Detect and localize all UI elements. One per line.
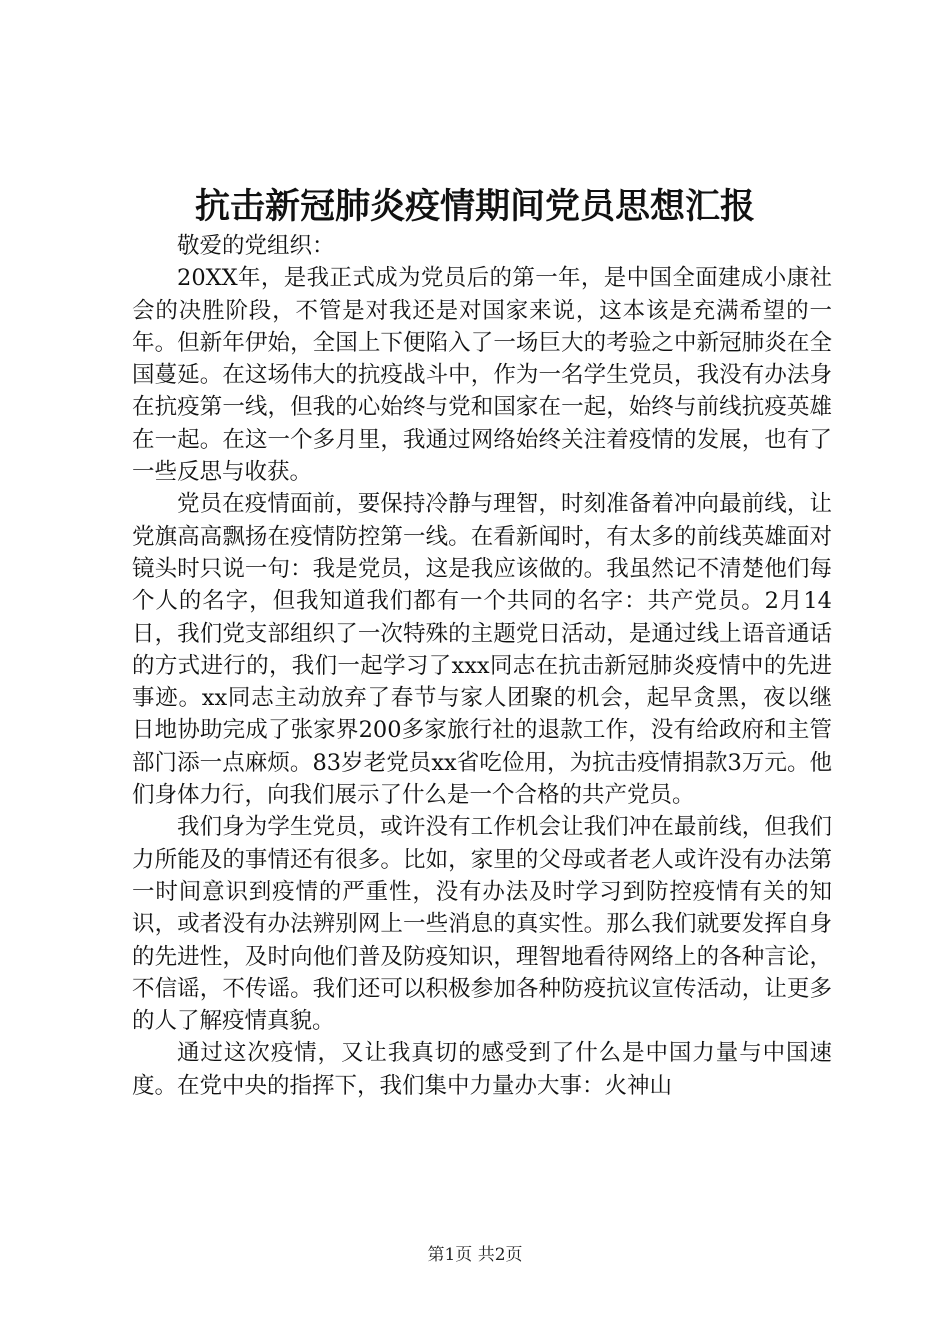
salutation: 敬爱的党组织： — [177, 233, 335, 259]
paragraph-3: 我们身为学生党员，或许没有工作机会让我们冲在最前线，但我们力所能及的事情还有很多。比如，家里的父母或者老人或许没有办法第一时间意识到疫情的严重性，没有办法及时学习到防控疫情有关的知识，或者没有办法辨别网上一些消息的真实性。那么我们就要发挥自身的先进性，及时向他们普及防疫知识，理智地看待网络上的各种言论，不信谣，不传谣。我们还可以积极参加各种防疫抗议宣传活动，让更多的人了解疫情真貌。 — [132, 814, 832, 1035]
paragraph-1: 20XX年，是我正式成为党员后的第一年，是中国全面建成小康社会的决胜阶段，不管是对我还是对国家来说，这本该是充满希望的一年。但新年伊始，全国上下便陷入了一场巨大的考验之中新冠肺炎在全国蔓延。在这场伟大的抗疫战斗中，作为一名学生党员，我没有办法身在抗疫第一线，但我的心始终与党和国家在一起，始终与前线抗疫英雄在一起。在这一个多月里，我通过网络始终关注着疫情的发展，也有了一些反思与收获。 — [132, 265, 832, 486]
document-body — [132, 230, 832, 1102]
paragraph-2: 党员在疫情面前，要保持冷静与理智，时刻准备着冲向最前线，让党旗高高飘扬在疫情防控第一线。在看新闻时，有太多的前线英雄面对镜头时只说一句：我是党员，这是我应该做的。我虽然记不清楚他们每个人的名字，但我知道我们都有一个共同的名字：共产党员。2月14日，我们党支部组织了一次特殊的主题党日活动，是通过线上语音通话的方式进行的，我们一起学习了xxx同志在抗击新冠肺炎疫情中的先进事迹。xx同志主动放弃了春节与家人团聚的机会，起早贪黑，夜以继日地协助完成了张家界200多家旅行社的退款工作，没有给政府和主管部门添一点麻烦。83岁老党员xx省吃俭用，为抗击疫情捐款3万元。他们身体力行，向我们展示了什么是一个合格的共产党员。 — [132, 491, 832, 809]
document-title: 抗击新冠肺炎疫情期间党员思想汇报 — [194, 186, 755, 227]
paragraph-4: 通过这次疫情，又让我真切的感受到了什么是中国力量与中国速度。在党中央的指挥下，我们集中力量办大事：火神山 — [132, 1040, 832, 1099]
page-footer: 第1页 共2页 — [427, 1245, 523, 1265]
